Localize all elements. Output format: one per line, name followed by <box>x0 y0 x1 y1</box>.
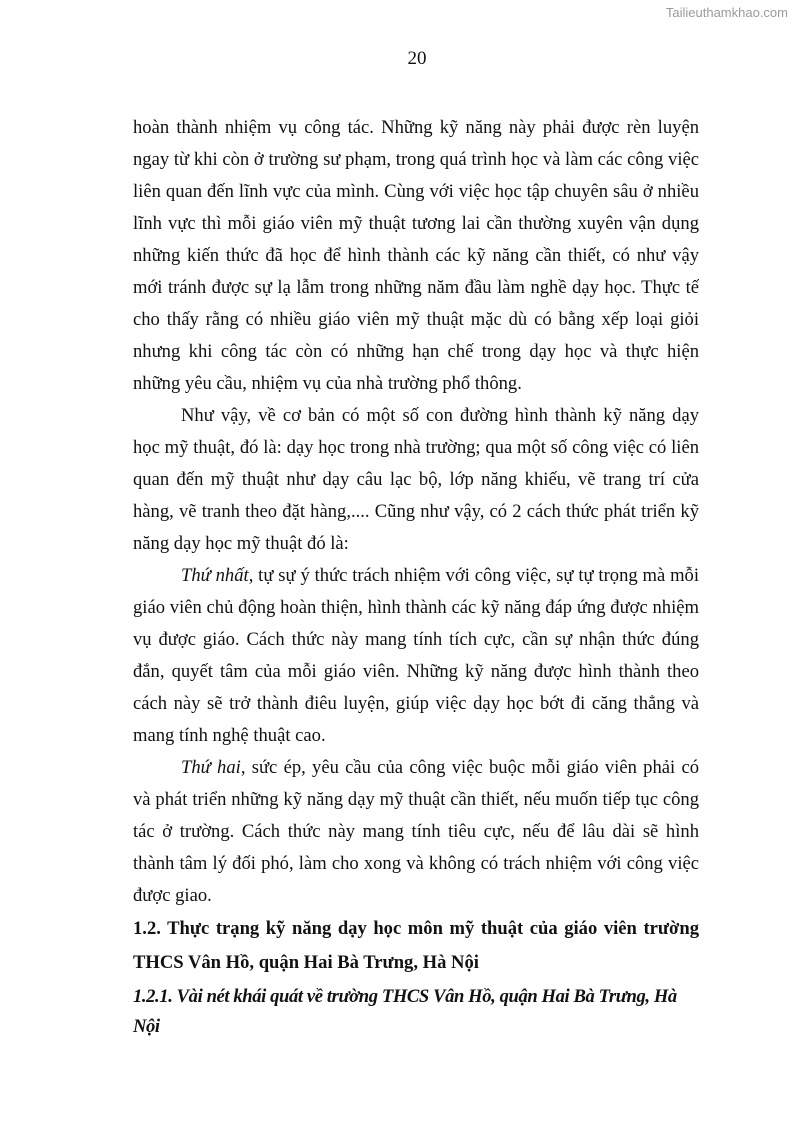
line-text: mang tính nghệ thuật cao. <box>133 725 326 746</box>
line-text: đắn, quyết tâm của mỗi giáo viên. Những kỹ năng được hình thành theo <box>133 661 699 682</box>
line-text: nhưng khi công tác còn có những hạn chế trong dạy học và thực hiện <box>133 341 699 362</box>
line-text: được giao. <box>133 885 212 906</box>
line-text: học mỹ thuật, đó là: dạy học trong nhà trường; qua một số công việc có liên <box>133 437 699 458</box>
text-line <box>133 626 699 658</box>
text-line <box>133 658 699 690</box>
line-text: liên quan đến lĩnh vực của mình. Cùng với việc học tập chuyên sâu ở nhiều <box>133 181 699 202</box>
line-text: những kiến thức đã học để hình thành các kỹ năng cần thiết, có như vậy <box>133 245 699 266</box>
line-text: , sức ép, yêu cầu của công việc buộc mỗi giáo viên phải có <box>240 757 699 778</box>
text-line <box>133 146 699 178</box>
line-text: quan đến mỹ thuật như dạy câu lạc bộ, lớp năng khiếu, vẽ trang trí cửa <box>133 469 699 490</box>
line-text: vụ được giáo. Cách thức này mang tính tích cực, cần sự nhận thức đúng <box>133 629 699 650</box>
text-line <box>133 530 699 562</box>
text-line <box>133 338 699 370</box>
line-text: hoàn thành nhiệm vụ công tác. Những kỹ năng này phải được rèn luyện <box>133 117 699 138</box>
line-text: ngay từ khi còn ở trường sư phạm, trong quá trình học và làm các công việc <box>133 149 699 170</box>
line-text: cách này sẽ trở thành điêu luyện, giúp việc dạy học bớt đi căng thẳng và <box>133 693 699 714</box>
text-line <box>133 882 699 914</box>
line-text: hàng, vẽ tranh theo đặt hàng,.... Cũng như vậy, có 2 cách thức phát triển kỹ <box>133 501 699 522</box>
paragraph-lines <box>133 114 699 914</box>
line-text: giáo viên chủ động hoàn thiện, hình thành các kỹ năng đáp ứng được nhiệm <box>133 597 699 618</box>
line-text: , tự sự ý thức trách nhiệm với công việc, sự tự trọng mà mỗi <box>248 565 699 586</box>
text-line <box>133 850 699 882</box>
page-number: 20 <box>407 48 427 69</box>
text-line <box>133 498 699 530</box>
line-text: tác ở trường. Cách thức này mang tính tiêu cực, nếu để lâu dài sẽ hình <box>133 821 699 842</box>
text-line <box>133 690 699 722</box>
section-heading-1-2-line1: 1.2. Thực trạng kỹ năng dạy học môn mỹ thuật của giáo viên trường <box>133 918 699 939</box>
line-text: năng dạy học mỹ thuật đó là: <box>133 533 349 554</box>
subsection-heading-1-2-1: 1.2.1. Vài nét khái quát về trường THCS Vân Hồ, quận Hai Bà Trưng, Hà Nội <box>133 986 677 1037</box>
line-text: mới tránh được sự lạ lẫm trong những năm đầu làm nghề dạy học. Thực tế <box>133 277 699 298</box>
text-line <box>133 434 699 466</box>
text-line <box>133 562 699 594</box>
line-text: thành tâm lý đối phó, làm cho xong và không có trách nhiệm với công việc <box>133 853 699 874</box>
line-text: lĩnh vực thì mỗi giáo viên mỹ thuật tương lai cần thường xuyên vận dụng <box>133 213 699 234</box>
text-line <box>133 722 699 754</box>
text-line <box>133 114 699 146</box>
text-line <box>133 370 699 402</box>
text-line <box>133 274 699 306</box>
text-line <box>133 306 699 338</box>
watermark: Tailieuthamkhao.com <box>665 5 788 20</box>
text-line <box>133 818 699 850</box>
text-line <box>133 242 699 274</box>
line-text: cho thấy rằng có nhiều giáo viên mỹ thuật mặc dù có bằng xếp loại giỏi <box>133 309 699 330</box>
text-line <box>133 178 699 210</box>
text-line <box>133 754 699 786</box>
text-line <box>133 786 699 818</box>
line-text: những yêu cầu, nhiệm vụ của nhà trường phổ thông. <box>133 373 522 394</box>
text-line <box>133 210 699 242</box>
italic-lead: Thứ nhất <box>181 565 249 586</box>
text-line <box>133 402 699 434</box>
document-body <box>133 114 699 1037</box>
line-text: và phát triển những kỹ năng dạy mỹ thuật cần thiết, nếu muốn tiếp tục công <box>133 789 699 810</box>
section-heading-1-2-line2: THCS Vân Hồ, quận Hai Bà Trưng, Hà Nội <box>133 952 479 973</box>
italic-lead: Thứ hai <box>181 757 241 778</box>
line-text: Như vậy, về cơ bản có một số con đường hình thành kỹ năng dạy <box>181 405 699 426</box>
text-line <box>133 594 699 626</box>
text-line <box>133 466 699 498</box>
